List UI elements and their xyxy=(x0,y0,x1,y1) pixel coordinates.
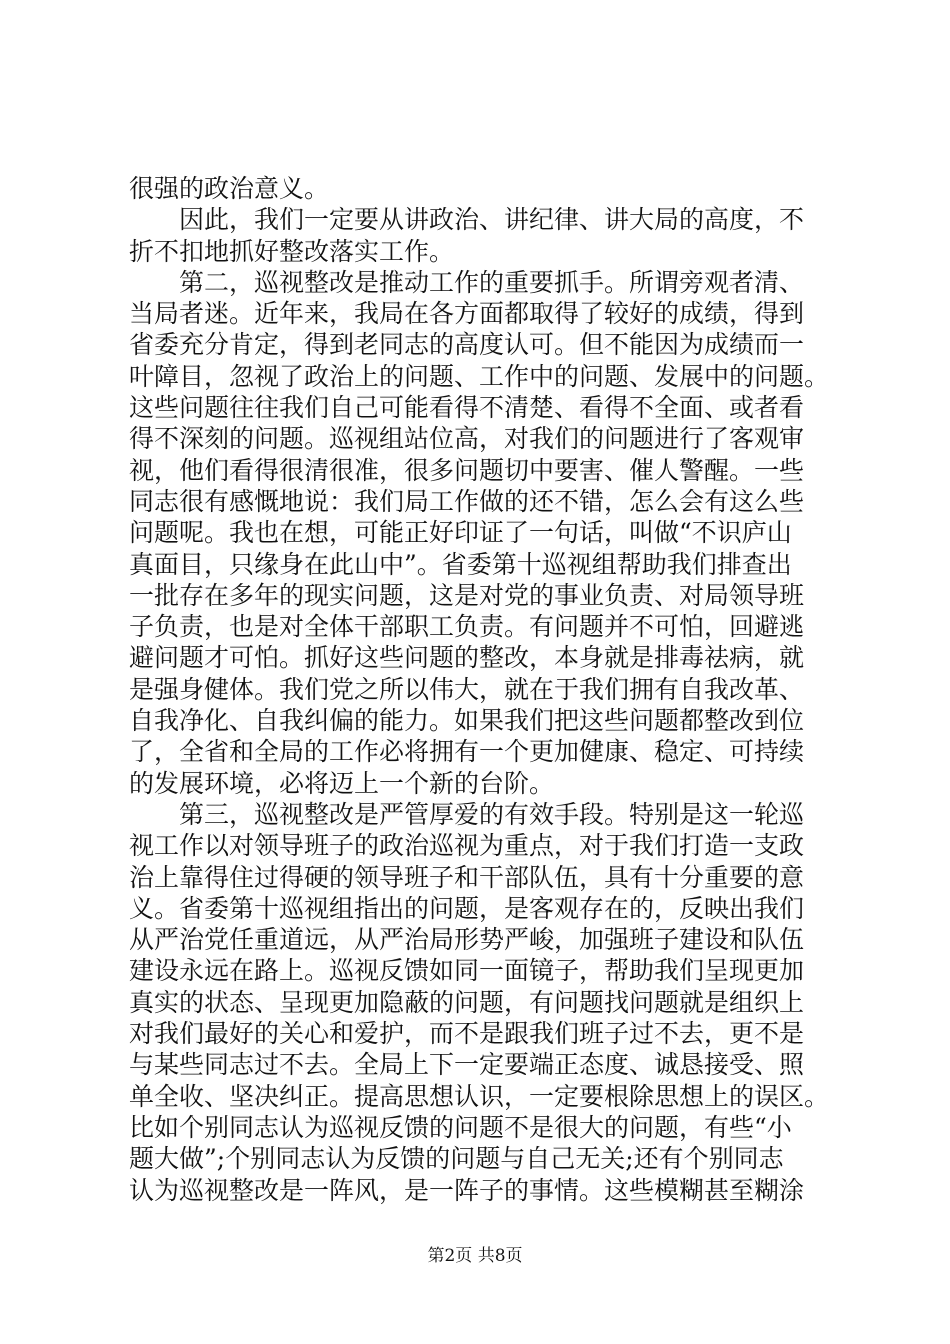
text-line: 问题呢。我也在想，可能正好印证了一句话，叫做“不识庐山 xyxy=(129,518,792,548)
text-line: 了，全省和全局的工作必将拥有一个更加健康、稳定、可持续 xyxy=(129,737,805,767)
text-line: 折不扣地抓好整改落实工作。 xyxy=(129,236,455,266)
text-line: 认为巡视整改是一阵风，是一阵子的事情。这些模糊甚至糊涂 xyxy=(129,1175,805,1205)
text-line: 是强身健体。我们党之所以伟大，就在于我们拥有自我改革、 xyxy=(129,674,805,704)
text-line: 真实的状态、呈现更加隐蔽的问题，有问题找问题就是组织上 xyxy=(129,987,805,1017)
text-line: 第三，巡视整改是严管厚爱的有效手段。特别是这一轮巡 xyxy=(179,799,805,829)
text-line: 真面目，只缘身在此山中”。省委第十巡视组帮助我们排查出 xyxy=(129,549,792,579)
text-line: 视工作以对领导班子的政治巡视为重点，对于我们打造一支政 xyxy=(129,831,805,861)
text-line: 这些问题往往我们自己可能看得不清楚、看得不全面、或者看 xyxy=(129,393,805,423)
text-line: 自我净化、自我纠偏的能力。如果我们把这些问题都整改到位 xyxy=(129,706,805,736)
text-line: 因此，我们一定要从讲政治、讲纪律、讲大局的高度，不 xyxy=(179,205,805,235)
page-footer: 第2页 共8页 xyxy=(427,1246,523,1266)
text-line: 第二，巡视整改是推动工作的重要抓手。所谓旁观者清、 xyxy=(179,267,805,297)
text-line: 很强的政治意义。 xyxy=(129,174,330,203)
text-line: 子负责，也是对全体干部职工负责。有问题并不可怕，回避逃 xyxy=(129,612,805,642)
text-line: 叶障目，忽视了政治上的问题、工作中的问题、发展中的问题。 xyxy=(129,361,830,391)
text-line: 得不深刻的问题。巡视组站位高，对我们的问题进行了客观审 xyxy=(129,424,805,454)
text-line: 题大做”;个别同志认为反馈的问题与自己无关;还有个别同志 xyxy=(129,1144,784,1174)
text-line: 省委充分肯定，得到老同志的高度认可。但不能因为成绩而一 xyxy=(129,330,805,360)
text-line: 同志很有感慨地说：我们局工作做的还不错，怎么会有这么些 xyxy=(129,486,805,516)
text-line: 与某些同志过不去。全局上下一定要端正态度、诚恳接受、照 xyxy=(129,1050,805,1080)
text-line: 视，他们看得很清很准，很多问题切中要害、催人警醒。一些 xyxy=(129,455,805,485)
text-line: 比如个别同志认为巡视反馈的问题不是很大的问题，有些“小 xyxy=(129,1112,792,1142)
text-line: 治上靠得住过得硬的领导班子和干部队伍，具有十分重要的意 xyxy=(129,862,805,892)
text-line: 建设永远在路上。巡视反馈如同一面镜子，帮助我们呈现更加 xyxy=(129,956,805,986)
text-line: 一批存在多年的现实问题，这是对党的事业负责、对局领导班 xyxy=(129,580,805,610)
document-body xyxy=(129,173,841,1206)
text-line: 单全收、坚决纠正。提高思想认识，一定要根除思想上的误区。 xyxy=(129,1081,830,1111)
text-line: 从严治党任重道远，从严治局形势严峻，加强班子建设和队伍 xyxy=(129,925,805,955)
text-line: 避问题才可怕。抓好这些问题的整改，本身就是排毒祛病，就 xyxy=(129,643,805,673)
text-line: 义。省委第十巡视组指出的问题，是客观存在的，反映出我们 xyxy=(129,893,805,923)
text-line: 对我们最好的关心和爱护，而不是跟我们班子过不去，更不是 xyxy=(129,1019,805,1049)
text-line: 当局者迷。近年来，我局在各方面都取得了较好的成绩，得到 xyxy=(129,299,805,329)
text-line: 的发展环境，必将迈上一个新的台阶。 xyxy=(129,768,555,798)
